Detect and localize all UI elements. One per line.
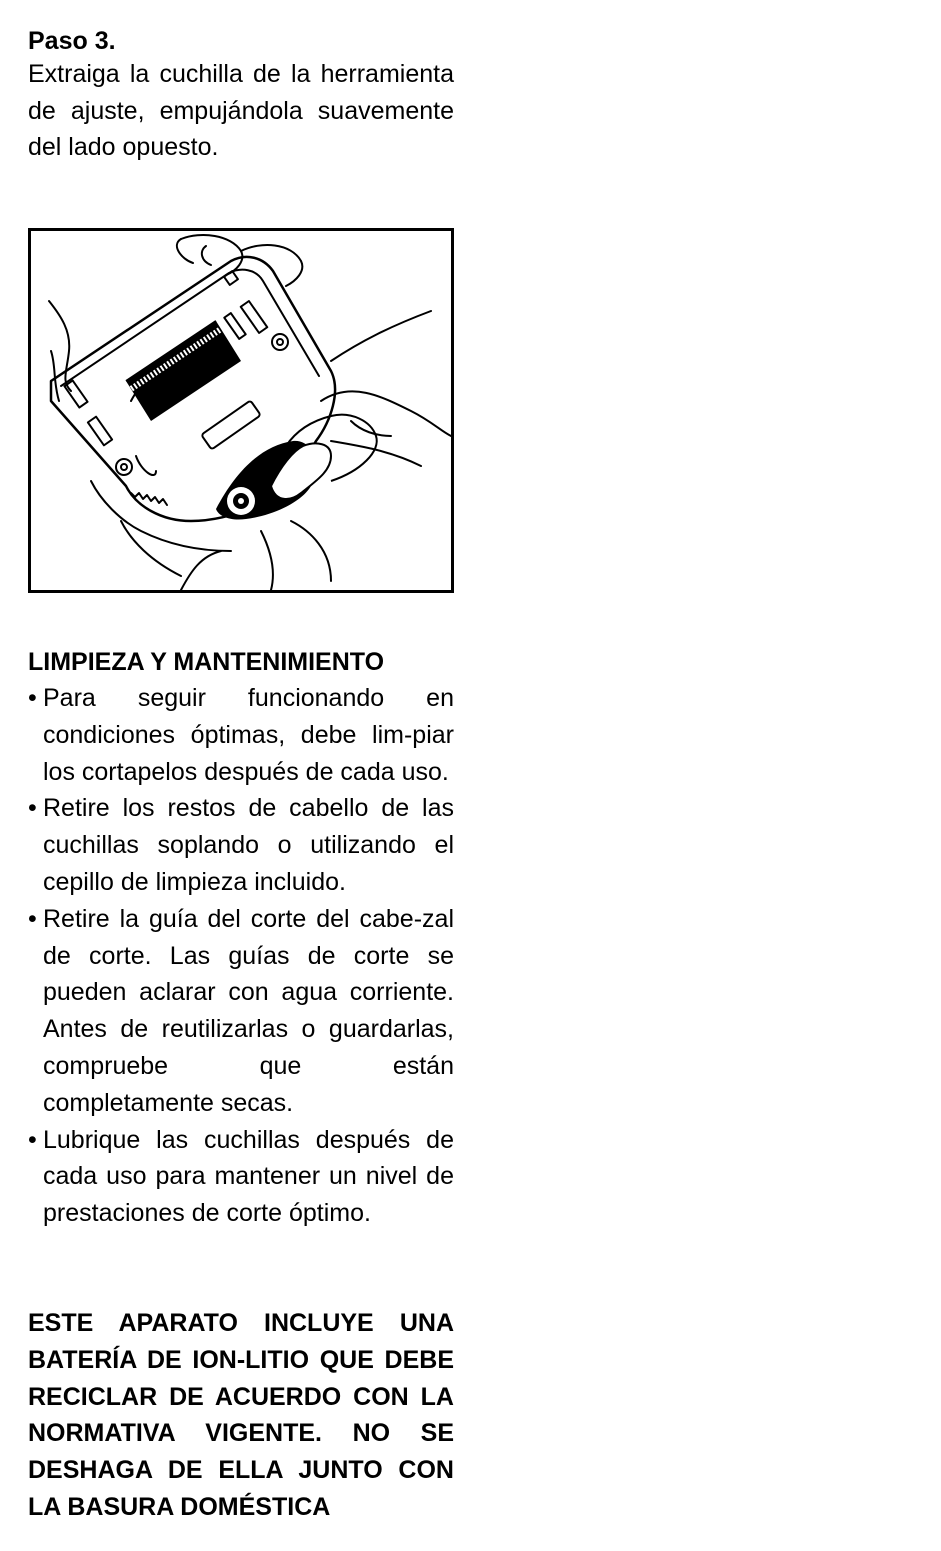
bullet-icon: • (28, 794, 37, 823)
bullet-icon: • (28, 904, 37, 933)
blade-icon (126, 321, 241, 421)
battery-warning: ESTE APARATO INCLUYE UNA BATERÍA DE ION-LITIO QUE DEBE RECICLAR DE ACUERDO CON LA NORMATIVA VIGENTE. NO SE DESHAGA DE ELLA JUNTO CON LA BASURA DOMÉSTICA (28, 1309, 454, 1521)
bullet-icon: • (28, 1125, 37, 1154)
list-item (28, 1122, 454, 1232)
blade-removal-illustration (28, 228, 454, 593)
blade-removal-drawing (31, 231, 451, 590)
list-item-text: Lubrique las cuchillas después de cada uso para mantener un nivel de prestaciones de corte óptimo. (43, 1125, 454, 1228)
right-hand-outline (331, 311, 431, 361)
left-hand-outline (49, 301, 71, 391)
maintenance-section (28, 646, 454, 1232)
list-item (28, 901, 454, 1122)
step-3-block (28, 26, 454, 166)
list-item-text: Retire los restos de cabello de las cuchillas soplando o utilizando el cepillo de limpieza incluido. (43, 794, 454, 896)
maintenance-list (28, 680, 454, 1232)
list-item (28, 790, 454, 900)
list-item (28, 680, 454, 790)
step-instructions: Extraiga la cuchilla de la herramienta de ajuste, empujándola suavemente del lado opuesto. (28, 60, 454, 161)
step-title: Paso 3. (28, 27, 116, 55)
maintenance-title: LIMPIEZA Y MANTENIMIENTO (28, 648, 385, 676)
list-item-text: Para seguir funcionando en condiciones óptimas, debe lim-piar los cortapelos después de cada uso. (43, 684, 454, 786)
upper-fingers-outline (181, 235, 242, 275)
bullet-icon: • (28, 684, 37, 712)
list-item-text: Retire la guía del corte del cabe-zal de corte. Las guías de corte se pueden aclarar con agua corriente. Antes de reutilizarlas o guardarlas, compruebe que están completamente secas. (43, 904, 454, 1117)
